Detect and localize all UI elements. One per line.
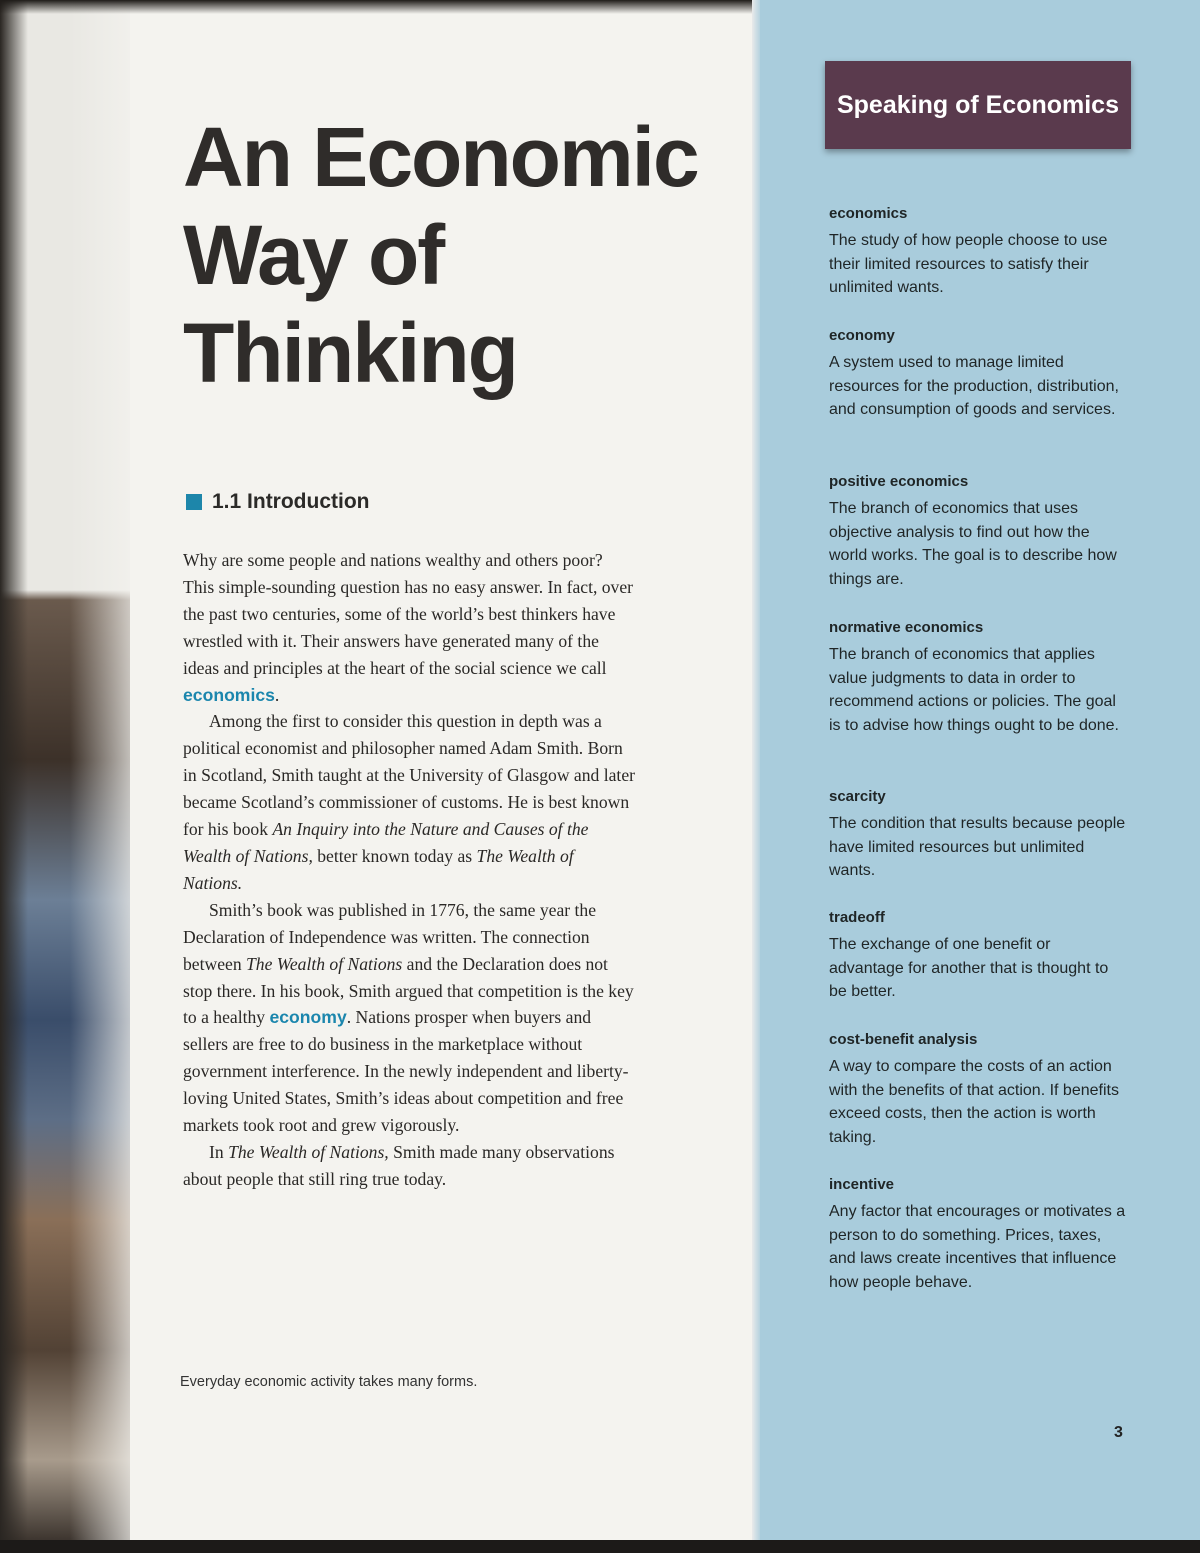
page-number: 3 bbox=[1114, 1424, 1123, 1441]
sidebar-title: Speaking of Economics bbox=[825, 61, 1131, 149]
title-line: Thinking bbox=[183, 306, 517, 400]
term-name: positive economics bbox=[829, 473, 969, 490]
section-heading bbox=[186, 490, 370, 514]
paragraph: Why are some people and nations wealthy and others poor? This simple-sounding question has no easy answer. In fact, over the past two centuries, some of the world’s best thinkers have wrestled with it. Their answers have generated many of the ideas and principles at the heart of the social science we call economics. bbox=[183, 550, 634, 705]
section-square-icon bbox=[186, 494, 202, 510]
paragraph: In The Wealth of Nations, Smith made many observations about people that still ring true today. bbox=[183, 1141, 615, 1189]
term-definition: The exchange of one benefit or advantage for another that is thought to be better. bbox=[829, 936, 1109, 1000]
keyword-link-economics[interactable]: economics bbox=[183, 684, 275, 705]
paragraph: Smith’s book was published in 1776, the same year the Declaration of Independence was written. The connection between The Wealth of Nations and the Declaration does not stop there. In his book, Smith argued that competition is the key to a healthy economy. Nations prosper when buyers and sellers are free to do business in the marketplace without government interference. In the newly independent and liberty-loving United States, Smith’s ideas about competition and free markets took root and grew vigorously. bbox=[183, 899, 634, 1136]
term-definition: A way to compare the costs of an action with the benefits of that action. If benefits exceed costs, then the action is worth taking. bbox=[829, 1058, 1119, 1146]
term-definition: The study of how people choose to use their limited resources to satisfy their unlimited wants. bbox=[829, 232, 1108, 296]
glossary-term bbox=[829, 618, 1129, 737]
term-name: scarcity bbox=[829, 788, 886, 805]
glossary-term bbox=[829, 908, 1129, 1004]
term-name: incentive bbox=[829, 1176, 895, 1193]
glossary-term bbox=[829, 204, 1129, 300]
glossary-term bbox=[829, 326, 1129, 422]
term-definition: The condition that results because people have limited resources but unlimited wants. bbox=[829, 815, 1126, 879]
term-definition: The branch of economics that uses objective analysis to find out how the world works. The goal is to describe how things are. bbox=[829, 500, 1117, 588]
glossary-term bbox=[829, 472, 1129, 591]
body-text bbox=[183, 547, 635, 1193]
title-line: An Economic bbox=[183, 110, 698, 204]
title-line: Way of bbox=[183, 208, 444, 302]
term-name: economics bbox=[829, 205, 908, 222]
section-heading-text: 1.1 Introduction bbox=[212, 490, 370, 513]
term-name: normative economics bbox=[829, 619, 984, 636]
term-name: cost-benefit analysis bbox=[829, 1031, 978, 1048]
term-definition: The branch of economics that applies value judgments to data in order to recommend actions or policies. The goal is to advise how things ought to be done. bbox=[829, 646, 1119, 734]
term-definition: A system used to manage limited resources for the production, distribution, and consumption of goods and services. bbox=[829, 354, 1119, 418]
glossary-term bbox=[829, 1030, 1129, 1149]
term-definition: Any factor that encourages or motivates a person to do something. Prices, taxes, and laws create incentives that influence how people behave. bbox=[829, 1203, 1126, 1291]
chapter-title bbox=[183, 108, 703, 402]
glossary-term bbox=[829, 787, 1129, 883]
photo-caption: Everyday economic activity takes many forms. bbox=[180, 1374, 478, 1390]
paragraph: Among the first to consider this question in depth was a political economist and philosopher named Adam Smith. Born in Scotland, Smith taught at the University of Glasgow and later became Scotland’s commissioner of customs. He is best known for his book An Inquiry into the Nature and Causes of the Wealth of Nations, better known today as The Wealth of Nations. bbox=[183, 711, 635, 893]
glossary-term bbox=[829, 1175, 1129, 1294]
term-name: economy bbox=[829, 327, 895, 344]
term-name: tradeoff bbox=[829, 909, 885, 926]
keyword-link-economy[interactable]: economy bbox=[269, 1007, 347, 1028]
